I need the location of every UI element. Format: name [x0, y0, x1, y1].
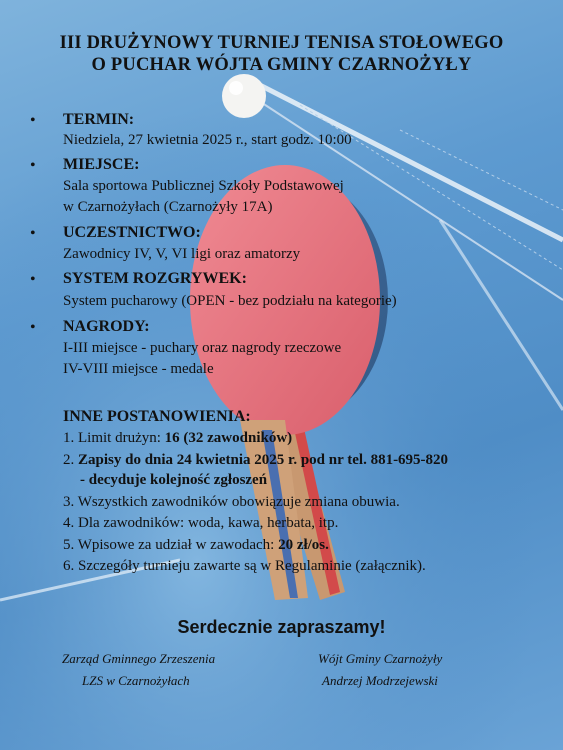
- poster-title: [0, 32, 563, 76]
- section-title-miejsce: MIEJSCE:: [63, 156, 140, 173]
- rule-1-bold: 16 (32 zawodników): [164, 430, 293, 446]
- rule-6: 6. Szczegóły turnieju zawarte są w Regulaminie (załącznik).: [63, 558, 426, 574]
- rule-5-bold: 20 zł/os.: [278, 537, 329, 553]
- invitation-text: Serdecznie zapraszamy!: [177, 617, 386, 637]
- nagrody-line-1: I-III miejsce - puchary oraz nagrody rzeczowe: [63, 340, 342, 356]
- section-title-system: SYSTEM ROZGRYWEK:: [63, 270, 247, 287]
- section-title-uczestnictwo: UCZESTNICTWO:: [63, 224, 201, 241]
- ball-icon: [222, 74, 266, 118]
- bullet-icon: •: [30, 112, 36, 129]
- signature-right-line-1: Wójt Gminy Czarnożyły: [318, 651, 443, 666]
- title-line-1: III DRUŻYNOWY TURNIEJ TENISA STOŁOWEGO: [59, 33, 504, 53]
- miejsce-line-2: w Czarnożyłach (Czarnożyły 17A): [63, 199, 273, 215]
- rule-5-text: 5. Wpisowe za udział w zawodach:: [63, 537, 279, 553]
- rule-2-bold: Zapisy do dnia 24 kwietnia 2025 r. pod nr tel. 881-695-820: [78, 452, 449, 468]
- rule-4: 4. Dla zawodników: woda, kawa, herbata, itp.: [63, 515, 339, 531]
- system-line: System pucharowy (OPEN - bez podziału na kategorie): [63, 293, 397, 309]
- bullet-icon: •: [30, 319, 36, 336]
- uczestnictwo-line: Zawodnicy IV, V, VI ligi oraz amatorzy: [63, 246, 301, 262]
- rule-1: [63, 429, 292, 447]
- section-title-termin: TERMIN:: [63, 111, 135, 128]
- rule-2-continuation: - decyduje kolejność zgłoszeń: [80, 472, 268, 488]
- section-title-rules: INNE POSTANOWIENIA:: [63, 408, 251, 425]
- rule-1-text: 1. Limit drużyn:: [63, 430, 165, 446]
- rule-2: [63, 451, 448, 469]
- nagrody-line-2: IV-VIII miejsce - medale: [63, 361, 214, 377]
- bullet-icon: •: [30, 225, 36, 242]
- section-title-nagrody: NAGRODY:: [63, 318, 150, 335]
- rule-5: [63, 536, 329, 554]
- bullet-icon: •: [30, 271, 36, 288]
- title-line-2: O PUCHAR WÓJTA GMINY CZARNOŻYŁY: [91, 55, 472, 75]
- bullet-icon: •: [30, 157, 36, 174]
- miejsce-line-1: Sala sportowa Publicznej Szkoły Podstawowej: [63, 178, 344, 194]
- rule-3: 3. Wszystkich zawodników obowiązuje zmiana obuwia.: [63, 494, 400, 510]
- signature-left-line-2: LZS w Czarnożyłach: [82, 673, 190, 688]
- signature-right-line-2: Andrzej Modrzejewski: [322, 673, 438, 688]
- rule-2-number: 2.: [63, 452, 78, 468]
- termin-line: Niedziela, 27 kwietnia 2025 r., start godz. 10:00: [63, 132, 352, 148]
- signature-left-line-1: Zarząd Gminnego Zrzeszenia: [62, 651, 216, 666]
